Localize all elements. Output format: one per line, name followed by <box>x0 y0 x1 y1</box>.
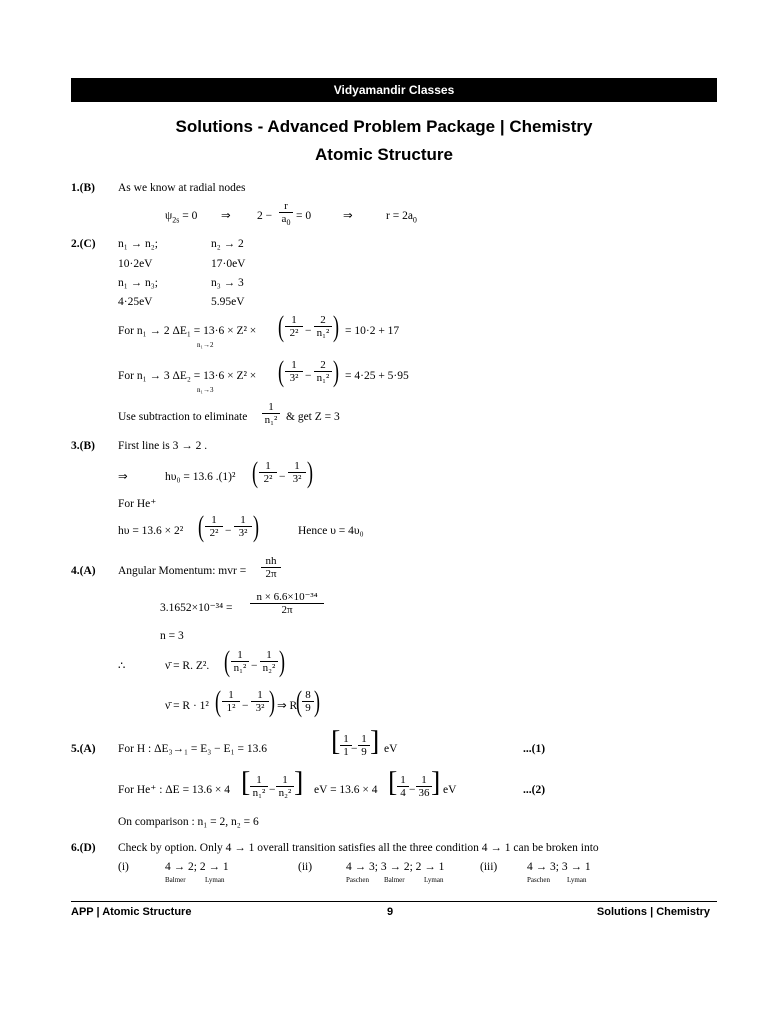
page-title: Solutions - Advanced Problem Package | Chemistry <box>175 117 593 136</box>
q1-eq0: = 0 <box>296 210 312 222</box>
q4-line4-lparen: ( <box>224 645 230 678</box>
q6-opt2-sub2: Balmer <box>384 876 405 884</box>
q2-line1-pre: For n₁ → 2 ΔE₁ = 13·6 × Z² × <box>118 325 257 337</box>
q5-line2-rbracket: ] <box>294 767 304 798</box>
q4-line5-minus: − <box>242 700 249 712</box>
q2-elim-frac: $\frac{1}{\text{n₁²}}$ <box>262 401 280 426</box>
q5-line2-lbracket: [ <box>241 767 251 798</box>
q5-line2-frac3: $\frac{1}{4}$ <box>397 774 409 799</box>
q2-elim-pre: Use subtraction to eliminate <box>118 411 248 423</box>
q4-line5-rparen2: ) <box>314 685 320 718</box>
q4-label: 4.(A) <box>71 565 96 577</box>
q3-line2-frac2: $\frac{1}{\text{3²}}$ <box>234 514 252 539</box>
q5-line2-mid: eV = 13.6 × 4 <box>314 784 378 796</box>
q5-line1-lbracket: [ <box>331 726 341 757</box>
q2-line1-rparen: ) <box>333 310 339 343</box>
q1-fraction: $\frac{r}{a_0}$ <box>279 200 293 229</box>
q6-opt3-top: 4 → 3; 3 → 1 <box>527 861 591 873</box>
q5-line1-pre: For H : ΔE₃→₁ = E₃ − E₁ = 13.6 <box>118 743 267 755</box>
brand-name: Vidyamandir Classes <box>333 83 455 97</box>
q5-tag2: ...(2) <box>523 784 546 796</box>
q2-line2-minus: − <box>305 370 312 382</box>
q4-line4-minus: − <box>251 660 258 672</box>
q6-opt1-sub2: Lyman <box>205 876 225 884</box>
q6-opt2-num: (ii) <box>298 861 313 873</box>
q4-line5-frac1: $\frac{1}{\text{1²}}$ <box>222 689 240 714</box>
q6-opt1-top: 4 → 2; 2 → 1 <box>165 861 229 873</box>
q2-label: 2.(C) <box>71 238 96 250</box>
q2-row4-b: 5.95eV <box>211 296 245 308</box>
q1-text: As we know at radial nodes <box>118 182 246 194</box>
q3-forhe: For He⁺ <box>118 498 157 510</box>
q4-line4-rparen: ) <box>279 645 285 678</box>
q5-line2-lbracket2: [ <box>388 767 398 798</box>
q4-line4-pre: ν̄ = R. Z². <box>165 660 210 672</box>
q5-line2-rbracket2: ] <box>431 767 441 798</box>
q3-line1-pre: hυ₀ = 13.6 .(1)² <box>165 471 236 483</box>
q3-line2-minus: − <box>225 525 232 537</box>
q3-arrow: ⇒ <box>118 471 128 483</box>
q5-line2-minus2: − <box>409 784 416 796</box>
q3-text: First line is 3 → 2 . <box>118 440 208 452</box>
q6-opt2-sub3: Lyman <box>424 876 444 884</box>
q6-opt2-top: 4 → 3; 3 → 2; 2 → 1 <box>346 861 445 873</box>
q2-line2-frac2: $\frac{2}{\text{n₁²}}$ <box>314 359 332 384</box>
footer-divider <box>71 901 717 902</box>
q4-line5-pre: ν̄ = R · 1² <box>165 700 209 712</box>
q2-line1-sub: n₁→2 <box>197 341 214 349</box>
q5-line1-frac2: $\frac{1}{9}$ <box>358 733 370 758</box>
q3-line2-rparen: ) <box>253 510 259 543</box>
q4-line5-frac3: $\frac{8}{9}$ <box>302 689 314 714</box>
q3-line1-minus: − <box>279 471 286 483</box>
q2-elim-post: & get Z = 3 <box>286 411 340 423</box>
q3-line1-frac1: $\frac{1}{\text{2²}}$ <box>259 460 277 485</box>
q3-line2-lparen: ( <box>198 510 204 543</box>
q2-line1-lparen: ( <box>278 310 284 343</box>
q4-fraction-nh: $\frac{nh}{2\pi}$ <box>261 555 281 580</box>
q5-line1-rbracket: ] <box>370 726 380 757</box>
q3-line1-lparen: ( <box>252 456 258 489</box>
q1-psi: $\psi_{2s} = 0$ <box>165 210 198 225</box>
q5-line2-pre: For He⁺ : ΔE = 13.6 × 4 <box>118 784 231 796</box>
q2-line1-post: = 10·2 + 17 <box>345 325 400 337</box>
q6-label: 6.(D) <box>71 842 96 854</box>
q2-line1-minus: − <box>305 325 312 337</box>
q2-line2-rparen: ) <box>333 355 339 388</box>
q2-row4-a: 4·25eV <box>118 296 153 308</box>
q4-therefore: ∴ <box>118 660 126 672</box>
q5-line3: On comparison : n₁ = 2, n₂ = 6 <box>118 816 259 828</box>
q5-label: 5.(A) <box>71 743 96 755</box>
q5-line1-unit: eV <box>384 743 398 755</box>
q2-line2-frac1: $\frac{1}{\text{3²}}$ <box>285 359 303 384</box>
q5-line1-frac1: $\frac{1}{1}$ <box>340 733 352 758</box>
q3-line1-frac2: $\frac{1}{\text{3²}}$ <box>288 460 306 485</box>
q4-line4-frac1: $\frac{1}{\text{n₁²}}$ <box>231 649 249 674</box>
q5-line2-unit: eV <box>443 784 457 796</box>
q4-line5-mid: ⇒ R <box>277 700 298 712</box>
q4-line5-frac2: $\frac{1}{\text{3²}}$ <box>251 689 269 714</box>
q2-line2-sub: n₁→3 <box>197 386 214 394</box>
q3-line2-frac1: $\frac{1}{\text{2²}}$ <box>205 514 223 539</box>
q4-line5-lparen: ( <box>215 685 221 718</box>
q5-line2-frac1: $\frac{1}{\text{n₁²}}$ <box>250 774 268 799</box>
q2-line2-pre: For n₁ → 3 ΔE₂ = 13·6 × Z² × <box>118 370 257 382</box>
q5-line2-frac4: $\frac{1}{36}$ <box>416 774 432 799</box>
page-number: 9 <box>386 906 394 918</box>
footer-right: Solutions | Chemistry <box>596 906 710 918</box>
footer-left: APP | Atomic Structure <box>71 906 192 918</box>
q4-line5-lparen2: ( <box>296 685 302 718</box>
q1-arrow1: ⇒ <box>221 210 231 222</box>
q6-opt3-sub2: Lyman <box>567 876 587 884</box>
q3-label: 3.(B) <box>71 440 95 452</box>
q2-row1-a: n₁ → n₂; <box>118 238 158 250</box>
q2-line2-post: = 4·25 + 5·95 <box>345 370 409 382</box>
q1-label: 1.(B) <box>71 182 95 194</box>
q6-opt1-sub1: Balmer <box>165 876 186 884</box>
q1-two-minus: 2 − <box>257 210 273 222</box>
q4-line4-frac2: $\frac{1}{\text{n₂²}}$ <box>260 649 278 674</box>
q6-opt3-sub1: Paschen <box>527 876 550 884</box>
header-bar <box>71 78 717 102</box>
q6-text: Check by option. Only 4 → 1 overall transition satisfies all the three condition 4 → 1 can be broken into <box>118 842 599 854</box>
q6-opt1-num: (i) <box>118 861 129 873</box>
q5-tag1: ...(1) <box>523 743 546 755</box>
q6-opt2-sub1: Paschen <box>346 876 369 884</box>
q2-row2-a: 10·2eV <box>118 258 153 270</box>
chapter-title: Atomic Structure <box>315 145 453 164</box>
q6-opt3-num: (iii) <box>480 861 498 873</box>
q1-arrow2: ⇒ <box>343 210 353 222</box>
q4-line3: n = 3 <box>160 630 184 642</box>
q2-line1-frac2: $\frac{2}{\text{n₁²}}$ <box>314 314 332 339</box>
q4-line2-pre: 3.1652×10⁻³⁴ = <box>160 602 233 614</box>
q4-line2-frac: $\frac{\text{n × 6.6×10⁻³⁴}}{2\pi}$ <box>250 591 324 616</box>
q2-row2-b: 17·0eV <box>211 258 246 270</box>
q5-line2-frac2: $\frac{1}{\text{n₂²}}$ <box>276 774 294 799</box>
q4-line5-rparen: ) <box>269 685 275 718</box>
q1-result: $r = 2a_0$ <box>386 210 417 225</box>
q2-line1-frac1: $\frac{1}{\text{2²}}$ <box>285 314 303 339</box>
q3-line1-rparen: ) <box>307 456 313 489</box>
q2-row3-b: n₃ → 3 <box>211 277 244 289</box>
q5-line1-minus: − <box>351 743 358 755</box>
q2-row1-b: n₂ → 2 <box>211 238 244 250</box>
q5-line2-minus: − <box>269 784 276 796</box>
q4-text: Angular Momentum: mvr = <box>118 565 247 577</box>
q2-line2-lparen: ( <box>278 355 284 388</box>
q3-hence: Hence υ = 4υ₀ <box>298 525 364 537</box>
q2-row3-a: n₁ → n₃; <box>118 277 158 289</box>
q3-line2-pre: hυ = 13.6 × 2² <box>118 525 184 537</box>
